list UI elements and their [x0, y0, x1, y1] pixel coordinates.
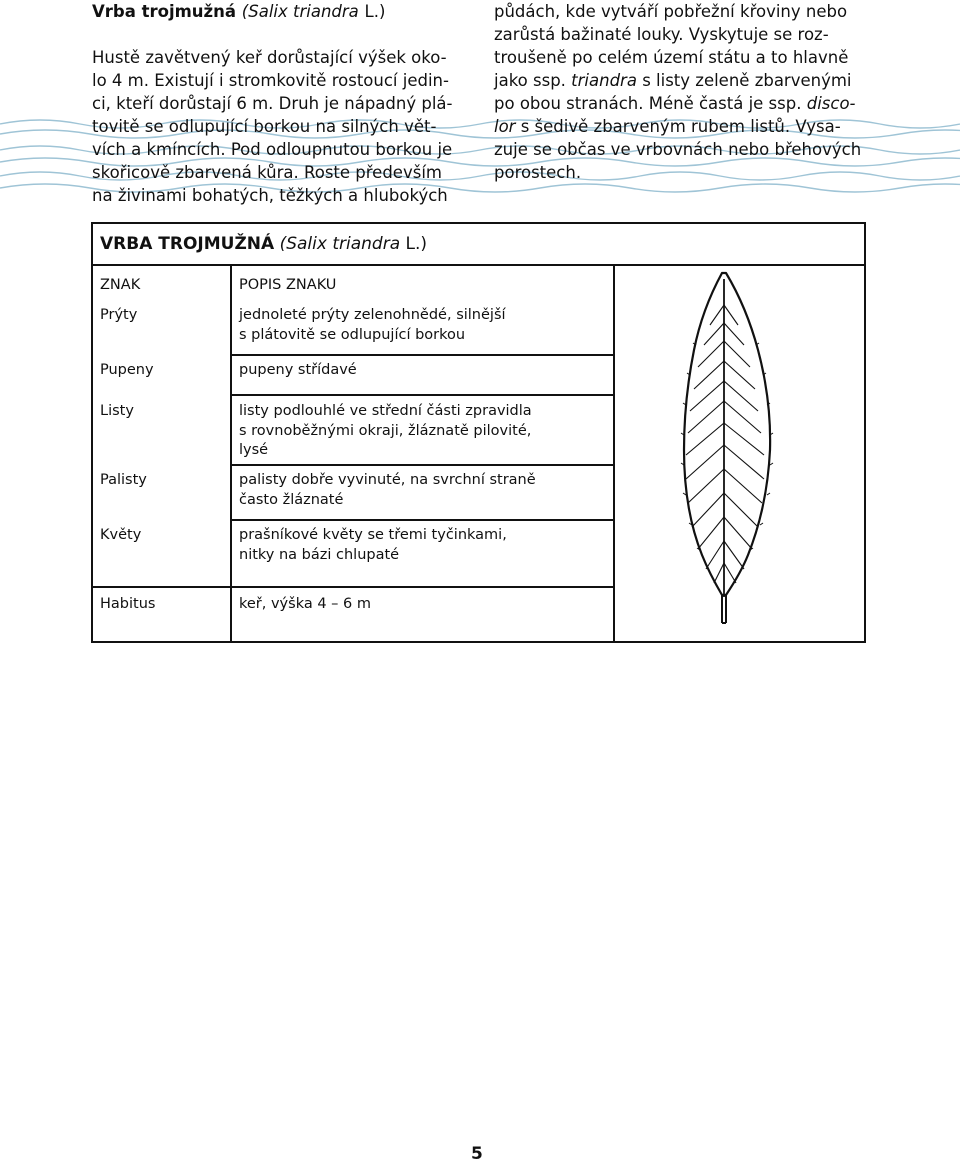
text-span: s šedivě zbarveným rubem listů. Vysa- [520, 117, 841, 136]
text-line: zarůstá bažinaté louky. Vyskytuje se roz- [494, 25, 829, 44]
trait-name: Listy [100, 403, 134, 419]
text-line: na živinami bohatých, těžkých a hlubokých [92, 186, 448, 205]
species-heading [92, 0, 474, 23]
description-line: prašníkové květy se třemi tyčinkami, [239, 527, 507, 543]
row-divider [230, 354, 615, 356]
text-line [494, 92, 870, 115]
leaf-illustration [660, 265, 800, 635]
row-divider [230, 464, 615, 466]
row-divider [230, 586, 615, 588]
right-text-column [494, 0, 870, 184]
text-span: jako ssp. [494, 71, 566, 90]
description-line: nitky na bázi chlupaté [239, 546, 400, 563]
left-text-column [92, 0, 474, 207]
description-line: keř, výška 4 – 6 m [239, 596, 371, 612]
text-line: zuje se občas ve vrbovnách nebo břehových [494, 140, 862, 159]
species-author: L.) [364, 2, 386, 21]
trait-name: Habitus [100, 596, 156, 612]
text-line: troušeně po celém území státu a to hlavně [494, 48, 849, 67]
text-line: vích a kmíncích. Pod odloupnutou borkou je [92, 140, 453, 159]
header-znak: ZNAK [100, 277, 141, 293]
description-line: s plátovitě se odlupující borkou [239, 326, 466, 343]
text-line: ci, kteří dorůstají 6 m. Druh je nápadný plá- [92, 94, 453, 113]
text-line: skořicově zbarvená kůra. Roste především [92, 163, 442, 182]
text-line [494, 115, 870, 138]
trait-description [239, 526, 539, 565]
table-title-name: VRBA TROJMUŽNÁ [100, 234, 275, 254]
trait-name: Palisty [100, 472, 147, 488]
trait-description [239, 306, 539, 345]
page-number: 5 [471, 1144, 483, 1164]
trait-description [239, 471, 539, 510]
description-paragraph [92, 46, 474, 207]
spacer [92, 23, 474, 46]
description-line: palisty dobře vyvinuté, na svrchní straně [239, 472, 536, 488]
row-divider [230, 519, 615, 521]
description-line: často žláznaté [239, 491, 344, 508]
header-popis: POPIS ZNAKU [239, 277, 337, 293]
text-line: porostech. [494, 163, 582, 182]
description-line: s rovnoběžnými okraji, žláznatě pilovité, [239, 422, 532, 439]
trait-name: Prýty [100, 307, 138, 323]
text-line: tovitě se odlupující borkou na silných vět- [92, 117, 437, 136]
text-line: Hustě zavětvený keř dorůstající výšek oko- [92, 48, 447, 67]
table-title-latin: (Salix triandra [279, 234, 401, 254]
trait-description [239, 595, 539, 615]
description-line: jednoleté prýty zelenohnědé, silnější [239, 307, 506, 323]
species-latin-name: (Salix triandra [241, 2, 359, 21]
description-line: pupeny střídavé [239, 362, 357, 378]
text-line: půdách, kde vytváří pobřežní křoviny nebo [494, 2, 848, 21]
text-span: s listy zeleně zbarvenými [642, 71, 852, 90]
description-line: listy podlouhlé ve střední části zpravidla [239, 403, 532, 419]
subspecies-name: lor [494, 117, 516, 136]
subspecies-name: triandra [571, 71, 637, 90]
trait-name: Pupeny [100, 362, 154, 378]
subspecies-name: disco- [806, 94, 856, 113]
trait-description [239, 361, 539, 381]
text-line: lo 4 m. Existují i stromkovitě rostoucí jedin- [92, 71, 449, 90]
text-span: po obou stranách. Méně častá je ssp. [494, 94, 802, 113]
text-line [494, 69, 870, 92]
row-divider [230, 394, 615, 396]
trait-description [239, 402, 539, 461]
description-line: lysé [239, 442, 269, 458]
table-title-author: L.) [405, 234, 428, 254]
species-common-name: Vrba trojmužná [92, 2, 237, 21]
trait-name: Květy [100, 527, 142, 543]
table-title [93, 224, 864, 266]
row-divider [93, 586, 232, 588]
